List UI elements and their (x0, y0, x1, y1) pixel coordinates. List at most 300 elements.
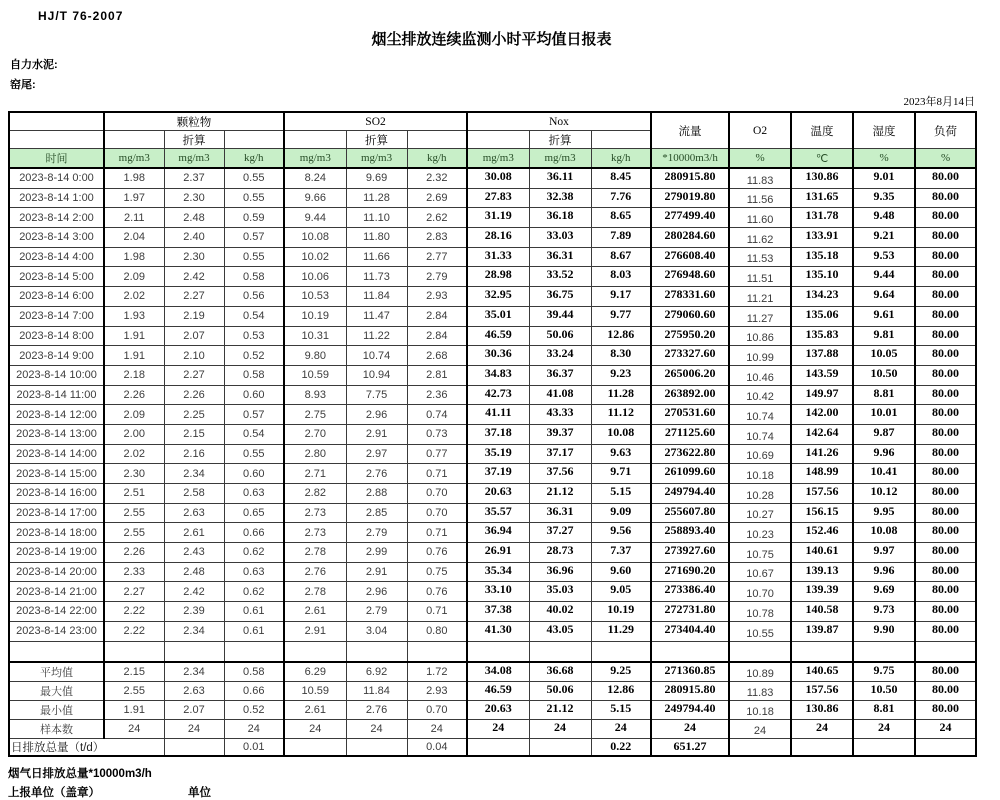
value-cell: 9.69 (346, 168, 407, 188)
value-cell: 8.81 (853, 385, 915, 405)
value-cell: 2.40 (164, 228, 224, 248)
value-cell: 135.10 (791, 267, 853, 287)
value-cell: 9.97 (853, 543, 915, 563)
time-cell: 2023-8-14 20:00 (9, 562, 104, 582)
header-converted-particulate: 折算 (164, 131, 224, 149)
header-time: 时间 (9, 149, 104, 169)
value-cell: 0.61 (224, 621, 284, 641)
value-cell: 9.96 (853, 444, 915, 464)
value-cell: 8.65 (591, 208, 651, 228)
value-cell: 143.59 (791, 365, 853, 385)
value-cell: 10.99 (729, 346, 791, 366)
value-cell: 275950.20 (651, 326, 729, 346)
value-cell: 2.27 (164, 365, 224, 385)
value-cell: 2.71 (284, 464, 346, 484)
value-cell: 2.76 (346, 464, 407, 484)
header-empty-cell (9, 131, 104, 149)
value-cell: 2.15 (164, 424, 224, 444)
value-cell: 2.69 (407, 188, 467, 208)
summary-label: 最小值 (9, 700, 104, 719)
value-cell: 2.62 (407, 208, 467, 228)
value-cell: 276948.60 (651, 267, 729, 287)
value-cell: 36.75 (529, 287, 591, 307)
header-units-row (9, 149, 976, 169)
value-cell: 80.00 (915, 306, 976, 326)
unit-kgh: kg/h (407, 149, 467, 169)
value-cell: 3.04 (346, 621, 407, 641)
value-cell: 33.52 (529, 267, 591, 287)
value-cell: 2.76 (346, 700, 407, 719)
location-label: 窑尾: (10, 79, 36, 91)
value-cell: 261099.60 (651, 464, 729, 484)
value-cell: 10.05 (853, 346, 915, 366)
value-cell: 41.08 (529, 385, 591, 405)
value-cell: 0.66 (224, 523, 284, 543)
value-cell: 2.73 (284, 523, 346, 543)
value-cell: 7.76 (591, 188, 651, 208)
value-cell: 11.21 (729, 287, 791, 307)
value-cell: 80.00 (915, 267, 976, 287)
value-cell: 10.78 (729, 602, 791, 622)
value-cell: 2.30 (164, 247, 224, 267)
value-cell: 279060.60 (651, 306, 729, 326)
value-cell: 80.00 (915, 346, 976, 366)
table-row (9, 484, 976, 504)
value-cell: 80.00 (915, 228, 976, 248)
value-cell: 24 (224, 719, 284, 738)
value-cell: 37.27 (529, 523, 591, 543)
value-cell: 80.00 (915, 700, 976, 719)
table-row (9, 405, 976, 425)
value-cell: 9.63 (591, 444, 651, 464)
value-cell: 1.91 (104, 346, 164, 366)
value-cell: 2.96 (346, 582, 407, 602)
value-cell: 8.24 (284, 168, 346, 188)
value-cell: 11.29 (591, 621, 651, 641)
time-cell: 2023-8-14 3:00 (9, 228, 104, 248)
report-unit-label: 上报单位（盖章） (8, 786, 100, 799)
value-cell: 130.86 (791, 700, 853, 719)
value-cell: 0.01 (224, 738, 284, 756)
value-cell: 2.68 (407, 346, 467, 366)
value-cell: 2.82 (284, 484, 346, 504)
value-cell: 156.15 (791, 503, 853, 523)
value-cell: 20.63 (467, 484, 529, 504)
value-cell: 0.74 (407, 405, 467, 425)
value-cell: 2.70 (284, 424, 346, 444)
value-cell: 9.56 (591, 523, 651, 543)
value-cell: 9.77 (591, 306, 651, 326)
time-cell: 2023-8-14 11:00 (9, 385, 104, 405)
value-cell: 2.22 (104, 602, 164, 622)
value-cell: 2.09 (104, 405, 164, 425)
header-empty-cell (467, 131, 529, 149)
value-cell: 273622.80 (651, 444, 729, 464)
header-empty-cell (9, 112, 104, 131)
value-cell: 24 (467, 719, 529, 738)
table-row (9, 188, 976, 208)
value-cell: 0.58 (224, 267, 284, 287)
value-cell: 2.15 (104, 662, 164, 682)
value-cell: 0.58 (224, 365, 284, 385)
value-cell: 2.97 (346, 444, 407, 464)
value-cell: 9.09 (591, 503, 651, 523)
value-cell: 2.32 (407, 168, 467, 188)
value-cell: 10.89 (729, 662, 791, 682)
standard-code: HJ/T 76-2007 (38, 9, 124, 23)
value-cell: 249794.40 (651, 700, 729, 719)
value-cell: 9.48 (853, 208, 915, 228)
table-row (9, 681, 976, 700)
value-cell: 8.81 (853, 700, 915, 719)
value-cell: 1.91 (104, 700, 164, 719)
value-cell: 0.59 (224, 208, 284, 228)
value-cell: 5.15 (591, 484, 651, 504)
value-cell: 270531.60 (651, 405, 729, 425)
value-cell: 35.19 (467, 444, 529, 464)
value-cell: 80.00 (915, 503, 976, 523)
value-cell: 43.05 (529, 621, 591, 641)
value-cell: 2.73 (284, 503, 346, 523)
value-cell: 39.44 (529, 306, 591, 326)
value-cell: 2.61 (164, 523, 224, 543)
unit-pct: % (915, 149, 976, 169)
value-cell: 2.51 (104, 484, 164, 504)
value-cell: 37.38 (467, 602, 529, 622)
value-cell (284, 641, 346, 662)
value-cell: 11.84 (346, 287, 407, 307)
value-cell: 2.63 (164, 681, 224, 700)
unit-kgh: kg/h (224, 149, 284, 169)
value-cell: 43.33 (529, 405, 591, 425)
time-cell: 2023-8-14 9:00 (9, 346, 104, 366)
value-cell: 9.17 (591, 287, 651, 307)
value-cell: 50.06 (529, 326, 591, 346)
value-cell: 139.39 (791, 582, 853, 602)
value-cell: 0.71 (407, 523, 467, 543)
unit-temp: ℃ (791, 149, 853, 169)
value-cell: 0.57 (224, 228, 284, 248)
value-cell: 11.83 (729, 168, 791, 188)
value-cell: 0.71 (407, 464, 467, 484)
value-cell: 157.56 (791, 681, 853, 700)
value-cell: 10.50 (853, 681, 915, 700)
value-cell: 10.42 (729, 385, 791, 405)
value-cell (224, 641, 284, 662)
value-cell: 80.00 (915, 326, 976, 346)
value-cell: 10.23 (729, 523, 791, 543)
value-cell: 21.12 (529, 484, 591, 504)
value-cell: 263892.00 (651, 385, 729, 405)
table-row (9, 247, 976, 267)
value-cell: 10.28 (729, 484, 791, 504)
table-row (9, 503, 976, 523)
value-cell: 0.66 (224, 681, 284, 700)
value-cell: 8.45 (591, 168, 651, 188)
value-cell: 271125.60 (651, 424, 729, 444)
value-cell: 10.18 (729, 700, 791, 719)
value-cell: 273404.40 (651, 621, 729, 641)
value-cell: 276608.40 (651, 247, 729, 267)
value-cell: 9.80 (284, 346, 346, 366)
value-cell: 2.77 (407, 247, 467, 267)
value-cell: 1.93 (104, 306, 164, 326)
value-cell: 37.18 (467, 424, 529, 444)
value-cell: 36.31 (529, 247, 591, 267)
value-cell: 41.30 (467, 621, 529, 641)
unit-mg: mg/m3 (164, 149, 224, 169)
value-cell: 28.98 (467, 267, 529, 287)
value-cell: 10.19 (591, 602, 651, 622)
value-cell: 10.08 (284, 228, 346, 248)
value-cell: 9.21 (853, 228, 915, 248)
value-cell: 24 (853, 719, 915, 738)
value-cell: 273327.60 (651, 346, 729, 366)
value-cell: 140.58 (791, 602, 853, 622)
value-cell: 2.10 (164, 346, 224, 366)
value-cell: 9.44 (853, 267, 915, 287)
table-row (9, 228, 976, 248)
value-cell: 0.70 (407, 700, 467, 719)
value-cell: 2.91 (284, 621, 346, 641)
value-cell: 5.15 (591, 700, 651, 719)
value-cell: 24 (284, 719, 346, 738)
time-cell: 2023-8-14 16:00 (9, 484, 104, 504)
value-cell: 7.75 (346, 385, 407, 405)
value-cell: 36.96 (529, 562, 591, 582)
value-cell: 0.53 (224, 326, 284, 346)
value-cell: 37.19 (467, 464, 529, 484)
value-cell: 2.48 (164, 208, 224, 228)
header-humidity: 湿度 (853, 112, 915, 149)
value-cell: 35.57 (467, 503, 529, 523)
time-cell: 2023-8-14 15:00 (9, 464, 104, 484)
value-cell: 271690.20 (651, 562, 729, 582)
value-cell (529, 641, 591, 662)
value-cell: 0.70 (407, 503, 467, 523)
value-cell: 10.27 (729, 503, 791, 523)
value-cell: 10.74 (346, 346, 407, 366)
value-cell: 10.67 (729, 562, 791, 582)
value-cell: 10.59 (284, 365, 346, 385)
header-group-particulate: 颗粒物 (104, 112, 284, 131)
value-cell: 80.00 (915, 424, 976, 444)
value-cell: 36.68 (529, 662, 591, 682)
value-cell: 30.08 (467, 168, 529, 188)
value-cell: 273927.60 (651, 543, 729, 563)
value-cell: 280915.80 (651, 168, 729, 188)
value-cell (853, 641, 915, 662)
value-cell: 80.00 (915, 562, 976, 582)
value-cell: 0.80 (407, 621, 467, 641)
time-cell: 2023-8-14 13:00 (9, 424, 104, 444)
header-empty-cell (104, 131, 164, 149)
value-cell: 2.81 (407, 365, 467, 385)
header-load: 负荷 (915, 112, 976, 149)
value-cell: 20.63 (467, 700, 529, 719)
value-cell: 2.22 (104, 621, 164, 641)
value-cell: 130.86 (791, 168, 853, 188)
value-cell: 0.58 (224, 662, 284, 682)
value-cell (346, 641, 407, 662)
value-cell: 42.73 (467, 385, 529, 405)
value-cell: 2.26 (104, 385, 164, 405)
value-cell: 40.02 (529, 602, 591, 622)
value-cell: 9.61 (853, 306, 915, 326)
value-cell: 37.56 (529, 464, 591, 484)
value-cell: 2.02 (104, 444, 164, 464)
value-cell: 28.73 (529, 543, 591, 563)
value-cell: 46.59 (467, 681, 529, 700)
value-cell: 9.75 (853, 662, 915, 682)
value-cell: 9.73 (853, 602, 915, 622)
value-cell: 80.00 (915, 405, 976, 425)
value-cell: 2.80 (284, 444, 346, 464)
value-cell: 24 (591, 719, 651, 738)
value-cell: 9.44 (284, 208, 346, 228)
footer (8, 765, 975, 800)
time-cell: 2023-8-14 14:00 (9, 444, 104, 464)
value-cell: 80.00 (915, 464, 976, 484)
value-cell: 11.66 (346, 247, 407, 267)
value-cell: 80.00 (915, 208, 976, 228)
value-cell: 0.63 (224, 484, 284, 504)
value-cell: 10.08 (853, 523, 915, 543)
value-cell: 33.03 (529, 228, 591, 248)
table-row (9, 602, 976, 622)
value-cell: 0.22 (591, 738, 651, 756)
value-cell: 278331.60 (651, 287, 729, 307)
value-cell: 133.91 (791, 228, 853, 248)
value-cell: 10.41 (853, 464, 915, 484)
value-cell: 2.79 (346, 523, 407, 543)
time-cell: 2023-8-14 8:00 (9, 326, 104, 346)
table-row (9, 306, 976, 326)
value-cell: 2.26 (104, 543, 164, 563)
value-cell: 11.22 (346, 326, 407, 346)
value-cell: 0.71 (407, 602, 467, 622)
value-cell: 249794.40 (651, 484, 729, 504)
value-cell: 11.56 (729, 188, 791, 208)
value-cell: 8.03 (591, 267, 651, 287)
value-cell: 1.91 (104, 326, 164, 346)
value-cell: 280915.80 (651, 681, 729, 700)
value-cell: 135.06 (791, 306, 853, 326)
value-cell: 33.10 (467, 582, 529, 602)
value-cell: 2.26 (164, 385, 224, 405)
value-cell: 80.00 (915, 168, 976, 188)
value-cell: 0.77 (407, 444, 467, 464)
value-cell (729, 641, 791, 662)
value-cell: 2.25 (164, 405, 224, 425)
value-cell: 10.74 (729, 424, 791, 444)
header-group-row (9, 112, 976, 131)
value-cell: 2.43 (164, 543, 224, 563)
value-cell: 10.46 (729, 365, 791, 385)
value-cell: 2.76 (284, 562, 346, 582)
value-cell: 0.62 (224, 543, 284, 563)
value-cell: 24 (164, 719, 224, 738)
value-cell: 41.11 (467, 405, 529, 425)
value-cell: 80.00 (915, 662, 976, 682)
value-cell: 2.16 (164, 444, 224, 464)
value-cell: 0.54 (224, 306, 284, 326)
value-cell: 279019.80 (651, 188, 729, 208)
value-cell: 12.86 (591, 681, 651, 700)
summary-label: 最大值 (9, 681, 104, 700)
value-cell: 31.33 (467, 247, 529, 267)
value-cell: 2.34 (164, 662, 224, 682)
value-cell: 11.10 (346, 208, 407, 228)
value-cell: 2.63 (164, 503, 224, 523)
value-cell: 9.90 (853, 621, 915, 641)
value-cell: 9.69 (853, 582, 915, 602)
value-cell: 2.18 (104, 365, 164, 385)
value-cell: 2.93 (407, 287, 467, 307)
value-cell: 6.92 (346, 662, 407, 682)
header-empty-cell (407, 131, 467, 149)
value-cell: 7.37 (591, 543, 651, 563)
value-cell: 2.93 (407, 681, 467, 700)
value-cell: 2.85 (346, 503, 407, 523)
value-cell: 36.37 (529, 365, 591, 385)
value-cell: 2.88 (346, 484, 407, 504)
value-cell: 1.97 (104, 188, 164, 208)
time-cell (9, 641, 104, 662)
value-cell: 2.78 (284, 582, 346, 602)
value-cell: 2.55 (104, 523, 164, 543)
value-cell: 9.71 (591, 464, 651, 484)
value-cell: 11.83 (729, 681, 791, 700)
value-cell: 0.52 (224, 346, 284, 366)
value-cell: 1.72 (407, 662, 467, 682)
value-cell: 11.84 (346, 681, 407, 700)
value-cell: 9.25 (591, 662, 651, 682)
value-cell: 2.34 (164, 464, 224, 484)
value-cell: 24 (529, 719, 591, 738)
value-cell: 0.60 (224, 385, 284, 405)
header-converted-so2: 折算 (346, 131, 407, 149)
value-cell: 2.79 (407, 267, 467, 287)
time-cell: 2023-8-14 1:00 (9, 188, 104, 208)
value-cell: 2.19 (164, 306, 224, 326)
value-cell: 273386.40 (651, 582, 729, 602)
value-cell: 10.53 (284, 287, 346, 307)
value-cell: 0.52 (224, 700, 284, 719)
time-cell: 2023-8-14 18:00 (9, 523, 104, 543)
report-table (8, 111, 977, 757)
value-cell: 141.26 (791, 444, 853, 464)
table-row (9, 543, 976, 563)
value-cell: 258893.40 (651, 523, 729, 543)
value-cell: 80.00 (915, 523, 976, 543)
value-cell: 8.67 (591, 247, 651, 267)
value-cell: 2.42 (164, 582, 224, 602)
value-cell: 33.24 (529, 346, 591, 366)
value-cell: 34.08 (467, 662, 529, 682)
value-cell: 10.18 (729, 464, 791, 484)
value-cell: 24 (729, 719, 791, 738)
value-cell: 9.66 (284, 188, 346, 208)
value-cell: 10.59 (284, 681, 346, 700)
value-cell: 2.79 (346, 602, 407, 622)
value-cell: 265006.20 (651, 365, 729, 385)
value-cell: 11.28 (591, 385, 651, 405)
value-cell: 80.00 (915, 602, 976, 622)
footer-note: 烟气日排放总量*10000m3/h (8, 767, 152, 780)
value-cell: 35.01 (467, 306, 529, 326)
header-group-nox: Nox (467, 112, 651, 131)
